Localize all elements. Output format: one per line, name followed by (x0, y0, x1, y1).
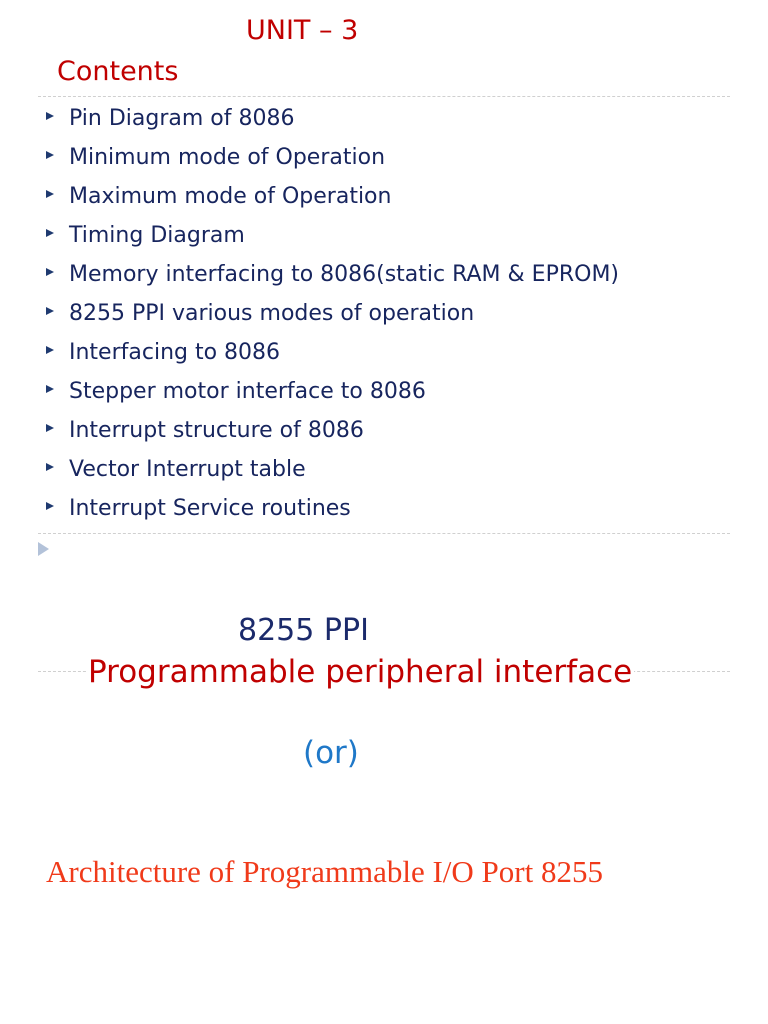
list-item-text: Pin Diagram of 8086 (69, 106, 295, 131)
unit-title: UNIT – 3 (246, 15, 359, 46)
triangle-bullet-icon (46, 190, 54, 198)
triangle-bullet-icon (46, 502, 54, 510)
list-item-text: Interfacing to 8086 (69, 340, 281, 365)
ppi-subtitle: Programmable peripheral interface (88, 654, 633, 690)
list-item-text: Interrupt structure of 8086 (69, 418, 364, 443)
divider (38, 533, 730, 534)
list-item-text: Minimum mode of Operation (69, 145, 386, 170)
list-item-text: Maximum mode of Operation (69, 184, 392, 209)
triangle-bullet-icon (46, 385, 54, 393)
list-item-text: Timing Diagram (69, 223, 245, 248)
triangle-bullet-icon (46, 424, 54, 432)
triangle-bullet-icon (46, 346, 54, 354)
triangle-bullet-icon (38, 542, 49, 556)
contents-heading: Contents (57, 56, 179, 87)
triangle-bullet-icon (46, 229, 54, 237)
triangle-bullet-icon (46, 463, 54, 471)
list-item-text: Interrupt Service routines (69, 496, 351, 521)
architecture-heading: Architecture of Programmable I/O Port 8255 (46, 854, 603, 889)
divider (38, 96, 730, 97)
list-item-text: Vector Interrupt table (69, 457, 306, 482)
triangle-bullet-icon (46, 307, 54, 315)
triangle-bullet-icon (46, 268, 54, 276)
list-item-text: Memory interfacing to 8086(static RAM & EPROM) (69, 262, 620, 287)
triangle-bullet-icon (46, 151, 54, 159)
list-item-text: 8255 PPI various modes of operation (69, 301, 475, 326)
list-item-text: Stepper motor interface to 8086 (69, 379, 426, 404)
triangle-bullet-icon (46, 112, 54, 120)
ppi-title: 8255 PPI (238, 613, 369, 648)
or-text: (or) (303, 735, 359, 771)
